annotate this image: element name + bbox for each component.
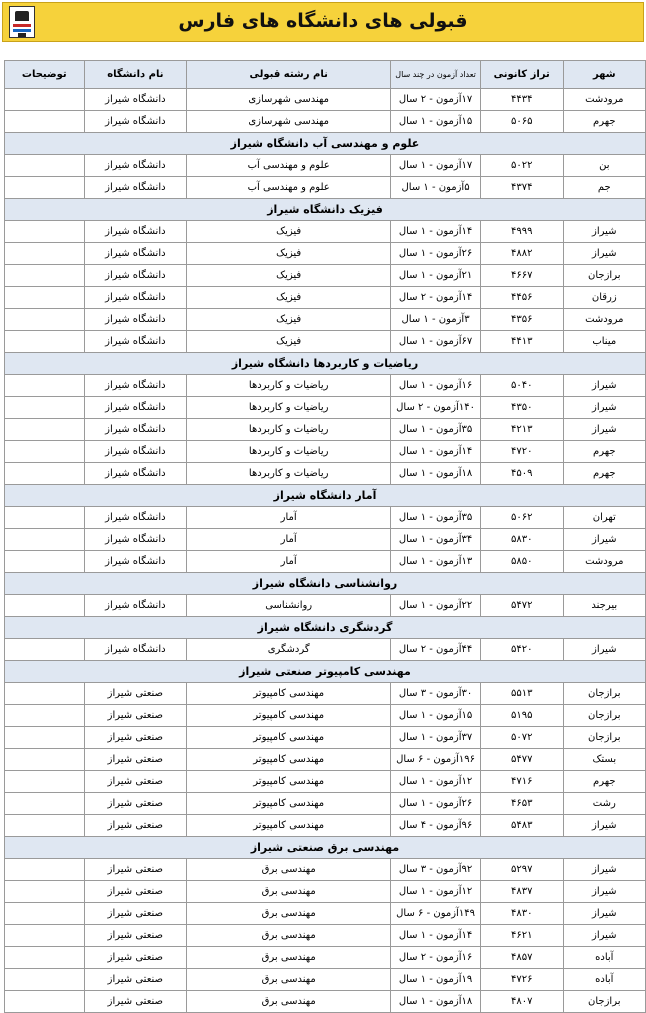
cell-notes: [5, 947, 85, 969]
section-header-row: [5, 485, 646, 507]
cell-city: زرقان: [563, 287, 645, 309]
cell-university: دانشگاه شیراز: [84, 375, 186, 397]
cell-city: آباده: [563, 969, 645, 991]
cell-major: گردشگری: [187, 639, 391, 661]
table-row: [5, 331, 646, 353]
cell-major: علوم و مهندسی آب: [187, 155, 391, 177]
cell-university: دانشگاه شیراز: [84, 287, 186, 309]
col-header-university: نام دانشگاه: [84, 61, 186, 89]
cell-university: صنعتی شیراز: [84, 859, 186, 881]
col-header-major: نام رشته قبولی: [187, 61, 391, 89]
cell-major: مهندسی کامپیوتر: [187, 727, 391, 749]
cell-score: ۴۷۲۰: [480, 441, 563, 463]
cell-university: دانشگاه شیراز: [84, 89, 186, 111]
cell-score: ۴۶۲۱: [480, 925, 563, 947]
cell-major: ریاضیات و کاربردها: [187, 441, 391, 463]
cell-score: ۴۳۵۰: [480, 397, 563, 419]
cell-major: ریاضیات و کاربردها: [187, 463, 391, 485]
cell-score: ۴۴۵۶: [480, 287, 563, 309]
cell-major: ریاضیات و کاربردها: [187, 419, 391, 441]
table-row: [5, 177, 646, 199]
table-row: [5, 397, 646, 419]
cell-notes: [5, 221, 85, 243]
cell-city: برازجان: [563, 727, 645, 749]
cell-score: ۴۳۵۶: [480, 309, 563, 331]
cell-notes: [5, 309, 85, 331]
cell-score: ۴۷۱۶: [480, 771, 563, 793]
cell-tries: ۲۶آزمون - ۱ سال: [391, 243, 481, 265]
cell-notes: [5, 683, 85, 705]
section-title: علوم و مهندسی آب دانشگاه شیراز: [5, 133, 646, 155]
cell-notes: [5, 815, 85, 837]
table-row: [5, 243, 646, 265]
section-title: مهندسی برق صنعتی شیراز: [5, 837, 646, 859]
cell-city: میناب: [563, 331, 645, 353]
cell-tries: ۱۶آزمون - ۲ سال: [391, 947, 481, 969]
cell-score: ۴۳۷۴: [480, 177, 563, 199]
cell-tries: ۱۴۰آزمون - ۲ سال: [391, 397, 481, 419]
cell-university: صنعتی شیراز: [84, 925, 186, 947]
cell-city: مرودشت: [563, 551, 645, 573]
table-row: [5, 221, 646, 243]
cell-university: دانشگاه شیراز: [84, 507, 186, 529]
cell-city: شیراز: [563, 859, 645, 881]
cell-score: ۵۰۴۰: [480, 375, 563, 397]
cell-score: ۴۲۱۳: [480, 419, 563, 441]
cell-tries: ۱۴آزمون - ۱ سال: [391, 221, 481, 243]
cell-city: آباده: [563, 947, 645, 969]
cell-city: مرودشت: [563, 309, 645, 331]
table-row: [5, 265, 646, 287]
table-header-row: [5, 61, 646, 89]
cell-university: صنعتی شیراز: [84, 969, 186, 991]
cell-major: مهندسی برق: [187, 969, 391, 991]
section-header-row: [5, 617, 646, 639]
cell-score: ۵۸۵۰: [480, 551, 563, 573]
cell-notes: [5, 925, 85, 947]
cell-university: صنعتی شیراز: [84, 749, 186, 771]
cell-tries: ۱۵آزمون - ۱ سال: [391, 705, 481, 727]
cell-tries: ۱۷آزمون - ۲ سال: [391, 89, 481, 111]
cell-major: مهندسی کامپیوتر: [187, 683, 391, 705]
table-row: [5, 639, 646, 661]
cell-major: مهندسی کامپیوتر: [187, 771, 391, 793]
cell-notes: [5, 881, 85, 903]
cell-city: برازجان: [563, 683, 645, 705]
table-row: [5, 441, 646, 463]
table-row: [5, 507, 646, 529]
cell-tries: ۱۹۶آزمون - ۶ سال: [391, 749, 481, 771]
cell-score: ۴۶۵۳: [480, 793, 563, 815]
cell-university: صنعتی شیراز: [84, 947, 186, 969]
cell-city: برازجان: [563, 265, 645, 287]
table-row: [5, 771, 646, 793]
cell-score: ۴۸۵۷: [480, 947, 563, 969]
cell-university: صنعتی شیراز: [84, 815, 186, 837]
cell-major: مهندسی برق: [187, 947, 391, 969]
cell-city: شیراز: [563, 375, 645, 397]
cell-score: ۵۰۶۲: [480, 507, 563, 529]
cell-notes: [5, 265, 85, 287]
section-header-row: [5, 837, 646, 859]
cell-city: برازجان: [563, 705, 645, 727]
cell-score: ۴۸۰۷: [480, 991, 563, 1013]
cell-score: ۵۲۹۷: [480, 859, 563, 881]
cell-tries: ۱۸آزمون - ۱ سال: [391, 463, 481, 485]
cell-notes: [5, 749, 85, 771]
cell-notes: [5, 89, 85, 111]
results-table: [4, 60, 646, 1013]
section-title: آمار دانشگاه شیراز: [5, 485, 646, 507]
cell-city: شیراز: [563, 639, 645, 661]
cell-notes: [5, 859, 85, 881]
cell-university: دانشگاه شیراز: [84, 265, 186, 287]
cell-tries: ۹۲آزمون - ۳ سال: [391, 859, 481, 881]
cell-tries: ۱۸آزمون - ۱ سال: [391, 991, 481, 1013]
cell-city: جهرم: [563, 441, 645, 463]
cell-notes: [5, 287, 85, 309]
cell-notes: [5, 419, 85, 441]
cell-score: ۵۰۶۵: [480, 111, 563, 133]
cell-notes: [5, 727, 85, 749]
section-header-row: [5, 133, 646, 155]
cell-city: شیراز: [563, 221, 645, 243]
cell-notes: [5, 639, 85, 661]
col-header-city: شهر: [563, 61, 645, 89]
cell-city: بیرجند: [563, 595, 645, 617]
cell-city: شیراز: [563, 529, 645, 551]
table-row: [5, 529, 646, 551]
cell-city: مرودشت: [563, 89, 645, 111]
cell-tries: ۴۴آزمون - ۲ سال: [391, 639, 481, 661]
table-body: [5, 89, 646, 1013]
cell-university: دانشگاه شیراز: [84, 463, 186, 485]
cell-major: مهندسی شهرسازی: [187, 89, 391, 111]
cell-notes: [5, 111, 85, 133]
cell-notes: [5, 155, 85, 177]
cell-notes: [5, 903, 85, 925]
cell-university: صنعتی شیراز: [84, 903, 186, 925]
cell-tries: ۳۴آزمون - ۱ سال: [391, 529, 481, 551]
cell-major: روانشناسی: [187, 595, 391, 617]
cell-score: ۵۰۷۲: [480, 727, 563, 749]
table-row: [5, 903, 646, 925]
table-row: [5, 925, 646, 947]
table-row: [5, 881, 646, 903]
cell-city: رشت: [563, 793, 645, 815]
cell-tries: ۳۰آزمون - ۳ سال: [391, 683, 481, 705]
cell-score: ۴۹۹۹: [480, 221, 563, 243]
cell-university: دانشگاه شیراز: [84, 441, 186, 463]
cell-score: ۵۰۲۲: [480, 155, 563, 177]
table-row: [5, 419, 646, 441]
cell-university: دانشگاه شیراز: [84, 529, 186, 551]
cell-city: جهرم: [563, 463, 645, 485]
cell-city: شیراز: [563, 925, 645, 947]
section-header-row: [5, 661, 646, 683]
cell-tries: ۱۹آزمون - ۱ سال: [391, 969, 481, 991]
col-header-tries: تعداد آزمون در چند سال: [391, 61, 481, 89]
cell-major: مهندسی شهرسازی: [187, 111, 391, 133]
cell-notes: [5, 969, 85, 991]
title-banner: [2, 2, 644, 42]
cell-major: مهندسی برق: [187, 925, 391, 947]
cell-tries: ۱۳آزمون - ۱ سال: [391, 551, 481, 573]
cell-notes: [5, 243, 85, 265]
cell-university: دانشگاه شیراز: [84, 551, 186, 573]
cell-major: مهندسی کامپیوتر: [187, 793, 391, 815]
section-title: فیزیک دانشگاه شیراز: [5, 199, 646, 221]
cell-tries: ۳۷آزمون - ۱ سال: [391, 727, 481, 749]
table-row: [5, 705, 646, 727]
cell-score: ۴۵۰۹: [480, 463, 563, 485]
cell-notes: [5, 771, 85, 793]
cell-city: شیراز: [563, 243, 645, 265]
cell-city: جهرم: [563, 771, 645, 793]
cell-university: دانشگاه شیراز: [84, 155, 186, 177]
cell-major: فیزیک: [187, 309, 391, 331]
cell-score: ۵۵۱۳: [480, 683, 563, 705]
cell-tries: ۹۶آزمون - ۴ سال: [391, 815, 481, 837]
cell-notes: [5, 529, 85, 551]
cell-major: مهندسی برق: [187, 881, 391, 903]
cell-tries: ۱۷آزمون - ۱ سال: [391, 155, 481, 177]
cell-notes: [5, 595, 85, 617]
cell-tries: ۵آزمون - ۱ سال: [391, 177, 481, 199]
cell-major: علوم و مهندسی آب: [187, 177, 391, 199]
cell-notes: [5, 177, 85, 199]
cell-tries: ۱۲آزمون - ۱ سال: [391, 771, 481, 793]
cell-score: ۴۷۲۶: [480, 969, 563, 991]
table-row: [5, 155, 646, 177]
cell-university: دانشگاه شیراز: [84, 639, 186, 661]
cell-city: بن: [563, 155, 645, 177]
table-row: [5, 991, 646, 1013]
section-header-row: [5, 353, 646, 375]
cell-city: شیراز: [563, 397, 645, 419]
cell-city: بستک: [563, 749, 645, 771]
cell-major: فیزیک: [187, 287, 391, 309]
cell-university: صنعتی شیراز: [84, 771, 186, 793]
cell-notes: [5, 375, 85, 397]
cell-university: صنعتی شیراز: [84, 705, 186, 727]
cell-university: دانشگاه شیراز: [84, 595, 186, 617]
cell-university: دانشگاه شیراز: [84, 309, 186, 331]
cell-tries: ۳آزمون - ۱ سال: [391, 309, 481, 331]
cell-major: فیزیک: [187, 243, 391, 265]
cell-tries: ۱۴آزمون - ۱ سال: [391, 441, 481, 463]
table-row: [5, 551, 646, 573]
section-title: مهندسی کامپیوتر صنعتی شیراز: [5, 661, 646, 683]
cell-score: ۴۸۳۰: [480, 903, 563, 925]
cell-tries: ۱۲آزمون - ۱ سال: [391, 881, 481, 903]
table-row: [5, 595, 646, 617]
cell-university: دانشگاه شیراز: [84, 419, 186, 441]
cell-university: دانشگاه شیراز: [84, 177, 186, 199]
cell-major: فیزیک: [187, 221, 391, 243]
table-row: [5, 111, 646, 133]
cell-major: مهندسی برق: [187, 991, 391, 1013]
cell-city: شیراز: [563, 881, 645, 903]
cell-score: ۴۴۳۴: [480, 89, 563, 111]
cell-notes: [5, 991, 85, 1013]
cell-major: فیزیک: [187, 331, 391, 353]
cell-tries: ۱۶آزمون - ۱ سال: [391, 375, 481, 397]
cell-major: ریاضیات و کاربردها: [187, 375, 391, 397]
cell-city: شیراز: [563, 903, 645, 925]
cell-tries: ۲۱آزمون - ۱ سال: [391, 265, 481, 287]
cell-score: ۴۸۸۲: [480, 243, 563, 265]
cell-score: ۵۴۷۷: [480, 749, 563, 771]
col-header-score: تراز کانونی: [480, 61, 563, 89]
section-header-row: [5, 573, 646, 595]
cell-major: مهندسی برق: [187, 859, 391, 881]
cell-notes: [5, 397, 85, 419]
cell-score: ۴۴۱۳: [480, 331, 563, 353]
section-header-row: [5, 199, 646, 221]
table-row: [5, 309, 646, 331]
cell-major: مهندسی کامپیوتر: [187, 749, 391, 771]
cell-tries: ۱۴۹آزمون - ۶ سال: [391, 903, 481, 925]
cell-tries: ۳۵آزمون - ۱ سال: [391, 507, 481, 529]
cell-score: ۵۱۹۵: [480, 705, 563, 727]
cell-city: جهرم: [563, 111, 645, 133]
cell-notes: [5, 793, 85, 815]
cell-city: جم: [563, 177, 645, 199]
cell-tries: ۶۷آزمون - ۱ سال: [391, 331, 481, 353]
cell-major: آمار: [187, 529, 391, 551]
cell-major: فیزیک: [187, 265, 391, 287]
page-title: قبولی های دانشگاه های فارس: [178, 10, 468, 32]
cell-tries: ۲۶آزمون - ۱ سال: [391, 793, 481, 815]
cell-tries: ۳۵آزمون - ۱ سال: [391, 419, 481, 441]
cell-city: شیراز: [563, 815, 645, 837]
cell-tries: ۱۴آزمون - ۲ سال: [391, 287, 481, 309]
cell-city: تهران: [563, 507, 645, 529]
table-row: [5, 463, 646, 485]
section-title: گردشگری دانشگاه شیراز: [5, 617, 646, 639]
cell-university: دانشگاه شیراز: [84, 221, 186, 243]
cell-city: شیراز: [563, 419, 645, 441]
section-title: ریاضیات و کاربردها دانشگاه شیراز: [5, 353, 646, 375]
table-row: [5, 727, 646, 749]
cell-university: دانشگاه شیراز: [84, 111, 186, 133]
cell-university: صنعتی شیراز: [84, 991, 186, 1013]
cell-major: مهندسی برق: [187, 903, 391, 925]
cell-major: مهندسی کامپیوتر: [187, 705, 391, 727]
cell-score: ۵۴۲۰: [480, 639, 563, 661]
cell-university: صنعتی شیراز: [84, 683, 186, 705]
cell-major: آمار: [187, 507, 391, 529]
section-title: روانشناسی دانشگاه شیراز: [5, 573, 646, 595]
table-row: [5, 89, 646, 111]
cell-tries: ۱۴آزمون - ۱ سال: [391, 925, 481, 947]
cell-tries: ۲۲آزمون - ۱ سال: [391, 595, 481, 617]
cell-tries: ۱۵آزمون - ۱ سال: [391, 111, 481, 133]
cell-notes: [5, 551, 85, 573]
table-row: [5, 859, 646, 881]
table-row: [5, 375, 646, 397]
cell-notes: [5, 463, 85, 485]
table-row: [5, 287, 646, 309]
cell-score: ۵۴۷۲: [480, 595, 563, 617]
cell-score: ۵۴۸۳: [480, 815, 563, 837]
cell-notes: [5, 705, 85, 727]
cell-score: ۴۸۳۷: [480, 881, 563, 903]
cell-notes: [5, 441, 85, 463]
cell-major: ریاضیات و کاربردها: [187, 397, 391, 419]
cell-major: مهندسی کامپیوتر: [187, 815, 391, 837]
col-header-notes: توضیحات: [5, 61, 85, 89]
table-row: [5, 749, 646, 771]
cell-university: صنعتی شیراز: [84, 793, 186, 815]
cell-notes: [5, 331, 85, 353]
cell-university: دانشگاه شیراز: [84, 243, 186, 265]
cell-score: ۴۶۶۷: [480, 265, 563, 287]
table-row: [5, 683, 646, 705]
table-row: [5, 947, 646, 969]
cell-university: صنعتی شیراز: [84, 881, 186, 903]
cell-university: دانشگاه شیراز: [84, 397, 186, 419]
cell-university: دانشگاه شیراز: [84, 331, 186, 353]
table-row: [5, 969, 646, 991]
cell-university: صنعتی شیراز: [84, 727, 186, 749]
table-row: [5, 793, 646, 815]
cell-notes: [5, 507, 85, 529]
cell-score: ۵۸۳۰: [480, 529, 563, 551]
table-row: [5, 815, 646, 837]
cell-city: برازجان: [563, 991, 645, 1013]
cell-major: آمار: [187, 551, 391, 573]
